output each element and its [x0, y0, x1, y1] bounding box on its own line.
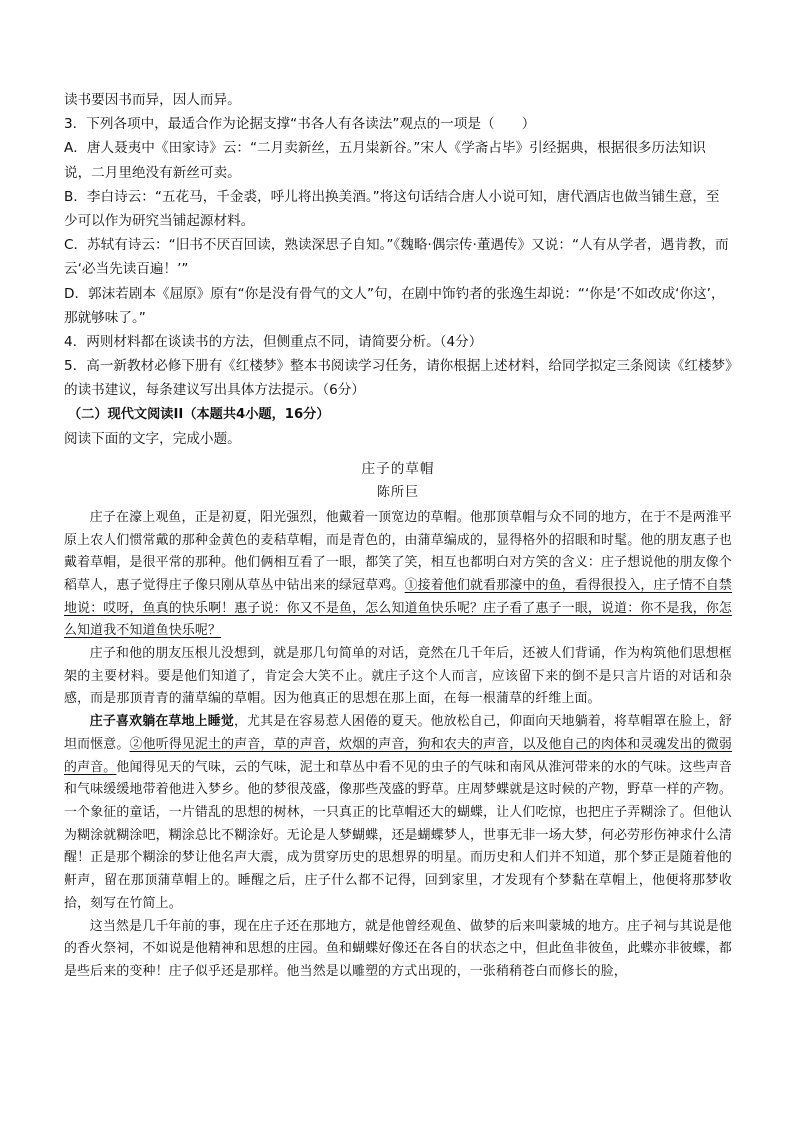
question-5: 5．高一新教材必修下册有《红楼梦》整本书阅读学习任务，请你根据上述材料，给同学拟定三条阅读《红楼梦》的读书建议，每条建议写出具体方法提示。（6分） [64, 358, 732, 399]
article-paragraph-3 [64, 711, 732, 915]
article-author: 陈所巨 [376, 484, 420, 500]
question-3-option-c: C．苏轼有诗云：“旧书不厌百回读，熟读深思子自知。”《魏略·偶宗传·董遇传》又说：“人有从学者，遇肯教，而云‘必当先读百遍！’” [64, 237, 729, 278]
section-instruction: 阅读下面的文字，完成小题。 [64, 430, 241, 447]
question-3-option-a: A．唐人聂夷中《田家诗》云：“二月卖新丝，五月粜新谷。”宋人《学斋占毕》引经据典，根据很多历法知识说，二月里绝没有新丝可卖。 [64, 140, 706, 181]
underlined-sentence-1: ①接着他们就看那濠中的鱼，看得很投入，庄子情不自禁地说：哎呀，鱼真的快乐啊！惠子说：你又不是鱼，怎么知道鱼快乐呢？庄子看了惠子一眼，说道：你不是我，你怎么知道我不知道鱼快乐呢？ [64, 577, 733, 639]
article-paragraph-4: 这当然是几千年前的事，现在庄子还在那地方，就是他曾经观鱼、做梦的后来叫蒙城的地方。庄子祠与其说是他的香火祭祠，不如说是他精神和思想的庄园。鱼和蝴蝶好像还在各自的状态之中，但此鱼非彼鱼，此蝶亦非彼蝶，都是些后来的变种！庄子似乎还是那样。他当然是以雕塑的方式出现的，一张稍稍苍白而修长的脸， [64, 918, 732, 979]
paragraph-3-text-b: 他闻得见天的气味，云的气味，泥土和草丛中看不见的虫子的气味和南风从淮河带来的水的气味。这些声音和气味缓缓地带着他进入梦乡。他的梦很茂盛，像那些茂盛的野草。庄周梦蝶就是这时候的产物，野草一样的产物。一个象征的童话，一片错乱的思想的树林，一只真正的比草帽还大的蝴蝶，让人们吃惊，也把庄子弄糊涂了。但他认为糊涂就糊涂吧，糊涂总比不糊涂好。无论是人梦蝴蝶，还是蝴蝶梦人，世事无非一场大梦，何必劳形伤神求什么清醒！正是那个糊涂的梦让他名声大震，成为贯穿历史的思想界的明星。而历史和人们并不知道，那个梦正是随着他的鼾声，留在那顶蒲草帽上的。睡醒之后，庄子什么都不记得，回到家里，才发现有个梦黏在草帽上，他便将那梦收拾，刻写在竹简上。 [64, 759, 732, 911]
section-heading: （二）现代文阅读II（本题共4小题，16分） [68, 406, 330, 422]
question-3-stem: 3．下列各项中，最适合作为论据支撑“书各人有各读法”观点的一项是（ ） [64, 116, 536, 133]
article-paragraph-2: 庄子和他的朋友压根儿没想到，就是那几句简单的对话，竟然在几千年后，还被人们背诵，作为构筑他们思想框架的主要材料。要是他们知道了，肯定会大笑不止。就庄子这个人而言，应该留下来的倒不是只言片语的对话和杂感，而是那顶青青的蒲草编的草帽。因为他真正的思想在那上面，在每一根蒲草的纤维上面。 [64, 646, 732, 707]
question-4: 4．两则材料都在谈读书的方法，但侧重点不同，请简要分析。（4分） [64, 334, 483, 351]
paragraph-3-text-a: ，尤其是在容易惹人困倦的夏天。他放松自己，仰面向天地躺着，将草帽罩在脸上，舒坦而惬意。 [64, 714, 732, 752]
paragraph-1-text: 庄子在濠上观鱼，正是初夏，阳光强烈，他戴着一顶宽边的草帽。他那顶草帽与众不同的地方，在于不是两淮平原上农人们惯常戴的那种金黄色的麦秸草帽，而是青色的，由蒲草编成的，显得格外的招眼和时髦。他的朋友惠子也戴着草帽，是很平常的那种。他们俩相互看了一眼，都笑了笑，相互也都明白对方笑的含义：庄子想说他的朋友像个稻草人，惠子觉得庄子像只刚从草丛中钻出来的绿冠草鸡。 [64, 509, 732, 593]
intro-line: 读书要因书而异，因人而异。 [64, 92, 241, 108]
question-3-option-b: B．李白诗云：“五花马，千金裘，呼儿将出换美酒。”将这句话结合唐人小说可知，唐代酒店也做当铺生意，至少可以作为研究当铺起源材料。 [64, 188, 720, 230]
article-title: 庄子的草帽 [361, 460, 435, 477]
article-paragraph-1 [64, 507, 732, 643]
paragraph-3-bold-lead: 庄子喜欢躺在草地上睡觉 [89, 714, 234, 730]
underlined-sentence-2: ②他听得见泥土的声音，草的声音，炊烟的声音，狗和农夫的声音，以及他自己的肉体和灵魂发出的微弱的声音。 [64, 736, 733, 775]
question-3-option-d: D．郭沫若剧本《屈原》原有“你是没有骨气的文人”句，在剧中饰钓者的张逸生却说：“‘你是’不如改成‘你这’，那就够味了。” [64, 285, 725, 326]
